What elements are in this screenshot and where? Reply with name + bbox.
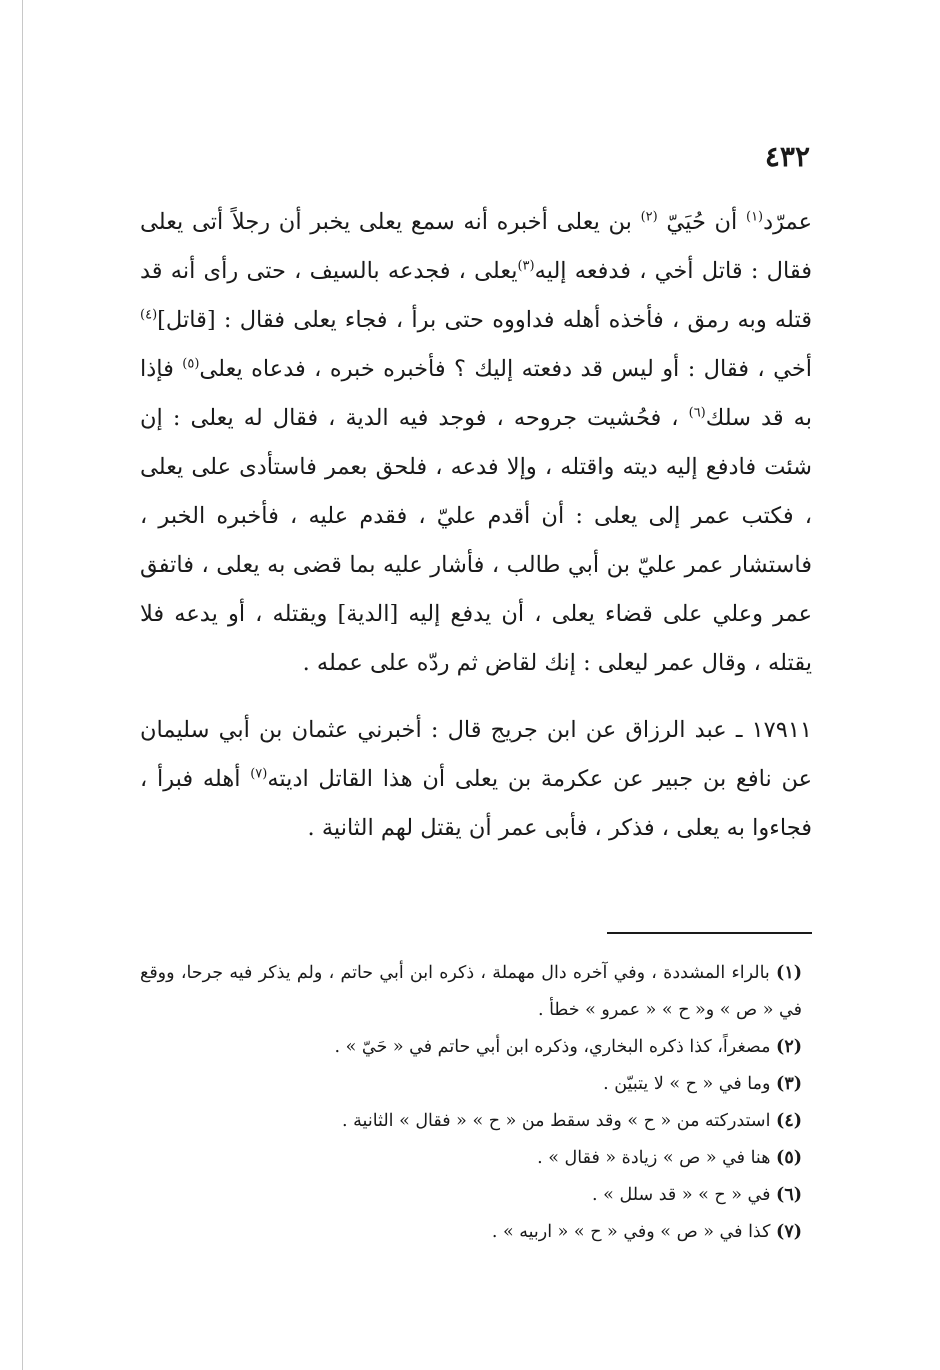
footnote-item xyxy=(140,955,812,1029)
footnote-text: في « ح » « قد سلل » . xyxy=(592,1185,771,1205)
footnote-ref: (٣) xyxy=(517,258,535,274)
footnote-item xyxy=(140,1140,812,1177)
page-number: ٤٣٢ xyxy=(764,140,810,173)
text-segment: فإذا به قد سلك xyxy=(140,356,812,431)
paragraph-hadith-17911 xyxy=(140,706,812,853)
text-segment: أن حُيَيّ xyxy=(657,209,746,235)
footnote-ref: (٦) xyxy=(688,405,706,421)
footnote-item xyxy=(140,1066,812,1103)
footnote-number: (٥) xyxy=(776,1148,802,1168)
footnote-item xyxy=(140,1029,812,1066)
text-segment: أخي ، فقال : أو ليس قد دفعته إليك ؟ فأخبره خبره ، فدعاه يعلى xyxy=(199,356,812,382)
paragraph-hadith-continued xyxy=(140,198,812,688)
footnote-separator xyxy=(607,932,812,934)
text-segment: أهله فبرأ ، فجاءوا به يعلى ، فذكر ، فأبى عمر أن يقتل لهم الثانية . xyxy=(140,766,812,841)
text-segment: عمرّد xyxy=(763,209,812,235)
footnote-number: (٣) xyxy=(776,1074,802,1094)
footnote-ref: (٤) xyxy=(140,307,158,323)
footnote-item xyxy=(140,1103,812,1140)
footnote-text: استدركته من « ح » وقد سقط من « ح » « فقال » الثانية . xyxy=(342,1111,771,1131)
footnote-ref: (٧) xyxy=(250,766,268,782)
main-text xyxy=(140,198,812,853)
text-segment: ١٧٩١١ ـ عبد الرزاق عن ابن جريج قال : أخبرني عثمان بن أبي سليمان عن نافع بن جبير عن عكرمة بن يعلى أن هذا القاتل اديته xyxy=(140,717,812,792)
footnote-text: وما في « ح » لا يتبيّن . xyxy=(603,1074,771,1094)
footnote-number: (٢) xyxy=(776,1037,802,1057)
footnote-number: (٧) xyxy=(776,1222,802,1242)
footnote-ref: (٥) xyxy=(182,356,200,372)
footnote-text: بالراء المشددة ، وفي آخره دال مهملة ، ذكره ابن أبي حاتم ، ولم يذكر فيه جرحا، ووقع في « ص » و« ح » « عمرو » خطأ . xyxy=(140,963,802,1020)
footnote-text: كذا في « ص » وفي « ح » « اربيه » . xyxy=(491,1222,771,1242)
text-segment: يعلى ، فجدعه بالسيف ، حتى رأى أنه قد قتله وبه رمق ، فأخذه أهله فداووه حتى برأ ، فجاء يعلى فقال : [قاتل] xyxy=(140,258,812,333)
footnote-number: (٤) xyxy=(776,1111,802,1131)
footnote-item xyxy=(140,1177,812,1214)
footnotes xyxy=(140,955,812,1251)
footnote-item xyxy=(140,1214,812,1251)
footnote-text: مصغراً، كذا ذكره البخاري، وذكره ابن أبي حاتم في « حَيّ » . xyxy=(334,1037,771,1057)
page-edge-line xyxy=(22,0,23,1370)
text-segment: ، فحُشيت جروحه ، فوجد فيه الدية ، فقال له يعلى : إن شئت فادفع إليه ديته واقتله ، وإلا فدعه ، فلحق بعمر فاستأدى على يعلى ، فكتب عمر إلى يعلى : أن أقدم عليّ ، فقدم عليه ، فأخبره الخبر ، فاستشار عمر عليّ بن أبي طالب ، فأشار عليه بما قضى به يعلى ، فاتفق عمر وعلي على قضاء يعلى ، أن يدفع إليه [الدية] ويقتله ، أو يدعه فلا يقتله ، وقال عمر ليعلى : إنك لقاض ثم ردّه على عمله . xyxy=(140,405,812,676)
footnote-ref: (٢) xyxy=(640,209,658,225)
footnote-ref: (١) xyxy=(745,209,764,225)
footnote-number: (١) xyxy=(776,963,802,983)
footnote-number: (٦) xyxy=(776,1185,802,1205)
text-segment: بن يعلى أخبره أنه سمع يعلى يخبر أن رجلاً أتى يعلى فقال : قاتل أخي ، فدفعه إليه xyxy=(140,209,812,284)
footnote-text: هنا في « ص » زيادة « فقال » . xyxy=(537,1148,771,1168)
